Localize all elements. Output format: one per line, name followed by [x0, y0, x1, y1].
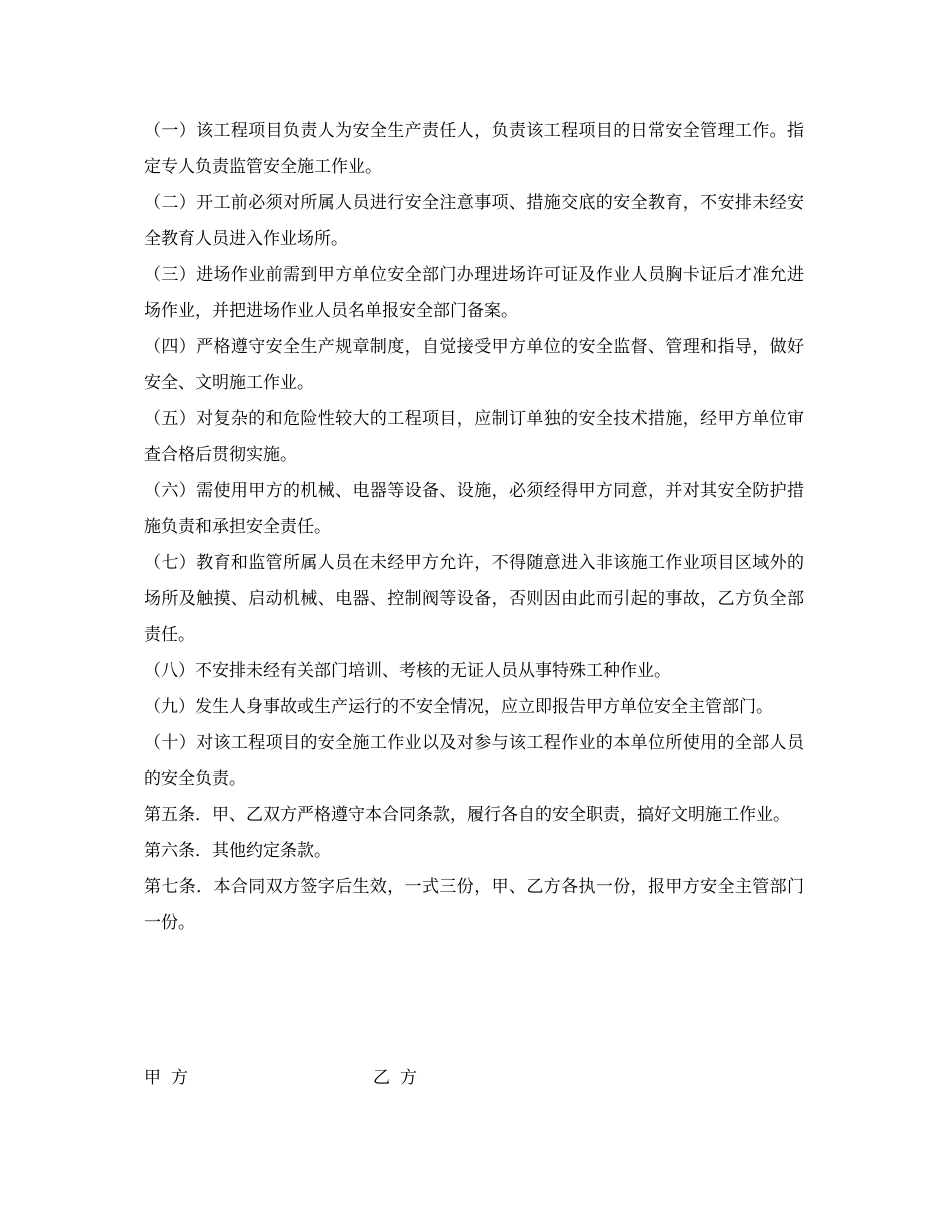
article-6: 第六条．其他约定条款。 — [144, 841, 331, 861]
contract-clauses — [144, 113, 804, 941]
signature-area — [144, 1060, 644, 1096]
clause-8: （八）不安排未经有关部门培训、考核的无证人员从事特殊工种作业。 — [144, 661, 671, 681]
clause-10: （十）对该工程项目的安全施工作业以及对参与该工程作业的本单位所使用的全部人员的安全负责。 — [144, 733, 804, 789]
clause-7: （七）教育和监管所属人员在未经甲方允许，不得随意进入非该施工作业项目区域外的场所及触摸、启动机械、电器、控制阀等设备，否则因由此而引起的事故，乙方负全部责任。 — [144, 553, 804, 645]
clause-1: （一）该工程项目负责人为安全生产责任人，负责该工程项目的日常安全管理工作。指定专人负责监管安全施工作业。 — [144, 121, 804, 177]
article-5: 第五条．甲、乙双方严格遵守本合同条款，履行各自的安全职责，搞好文明施工作业。 — [144, 805, 790, 825]
clause-3: （三）进场作业前需到甲方单位安全部门办理进场许可证及作业人员胸卡证后才准允进场作业，并把进场作业人员名单报安全部门备案。 — [144, 265, 804, 321]
article-7: 第七条．本合同双方签字后生效，一式三份，甲、乙方各执一份，报甲方安全主管部门一份。 — [144, 877, 804, 933]
party-b-label: 乙方 — [373, 1068, 427, 1088]
party-a-label: 甲方 — [144, 1068, 198, 1088]
clause-4: （四）严格遵守安全生产规章制度，自觉接受甲方单位的安全监督、管理和指导，做好安全、文明施工作业。 — [144, 337, 804, 393]
clause-9: （九）发生人身事故或生产运行的不安全情况，应立即报告甲方单位安全主管部门。 — [144, 697, 773, 717]
clause-6: （六）需使用甲方的机械、电器等设备、设施，必须经得甲方同意，并对其安全防护措施负责和承担安全责任。 — [144, 481, 804, 537]
clause-5: （五）对复杂的和危险性较大的工程项目，应制订单独的安全技术措施，经甲方单位审查合格后贯彻实施。 — [144, 409, 804, 465]
clause-2: （二）开工前必须对所属人员进行安全注意事项、措施交底的安全教育，不安排未经安全教育人员进入作业场所。 — [144, 193, 804, 249]
